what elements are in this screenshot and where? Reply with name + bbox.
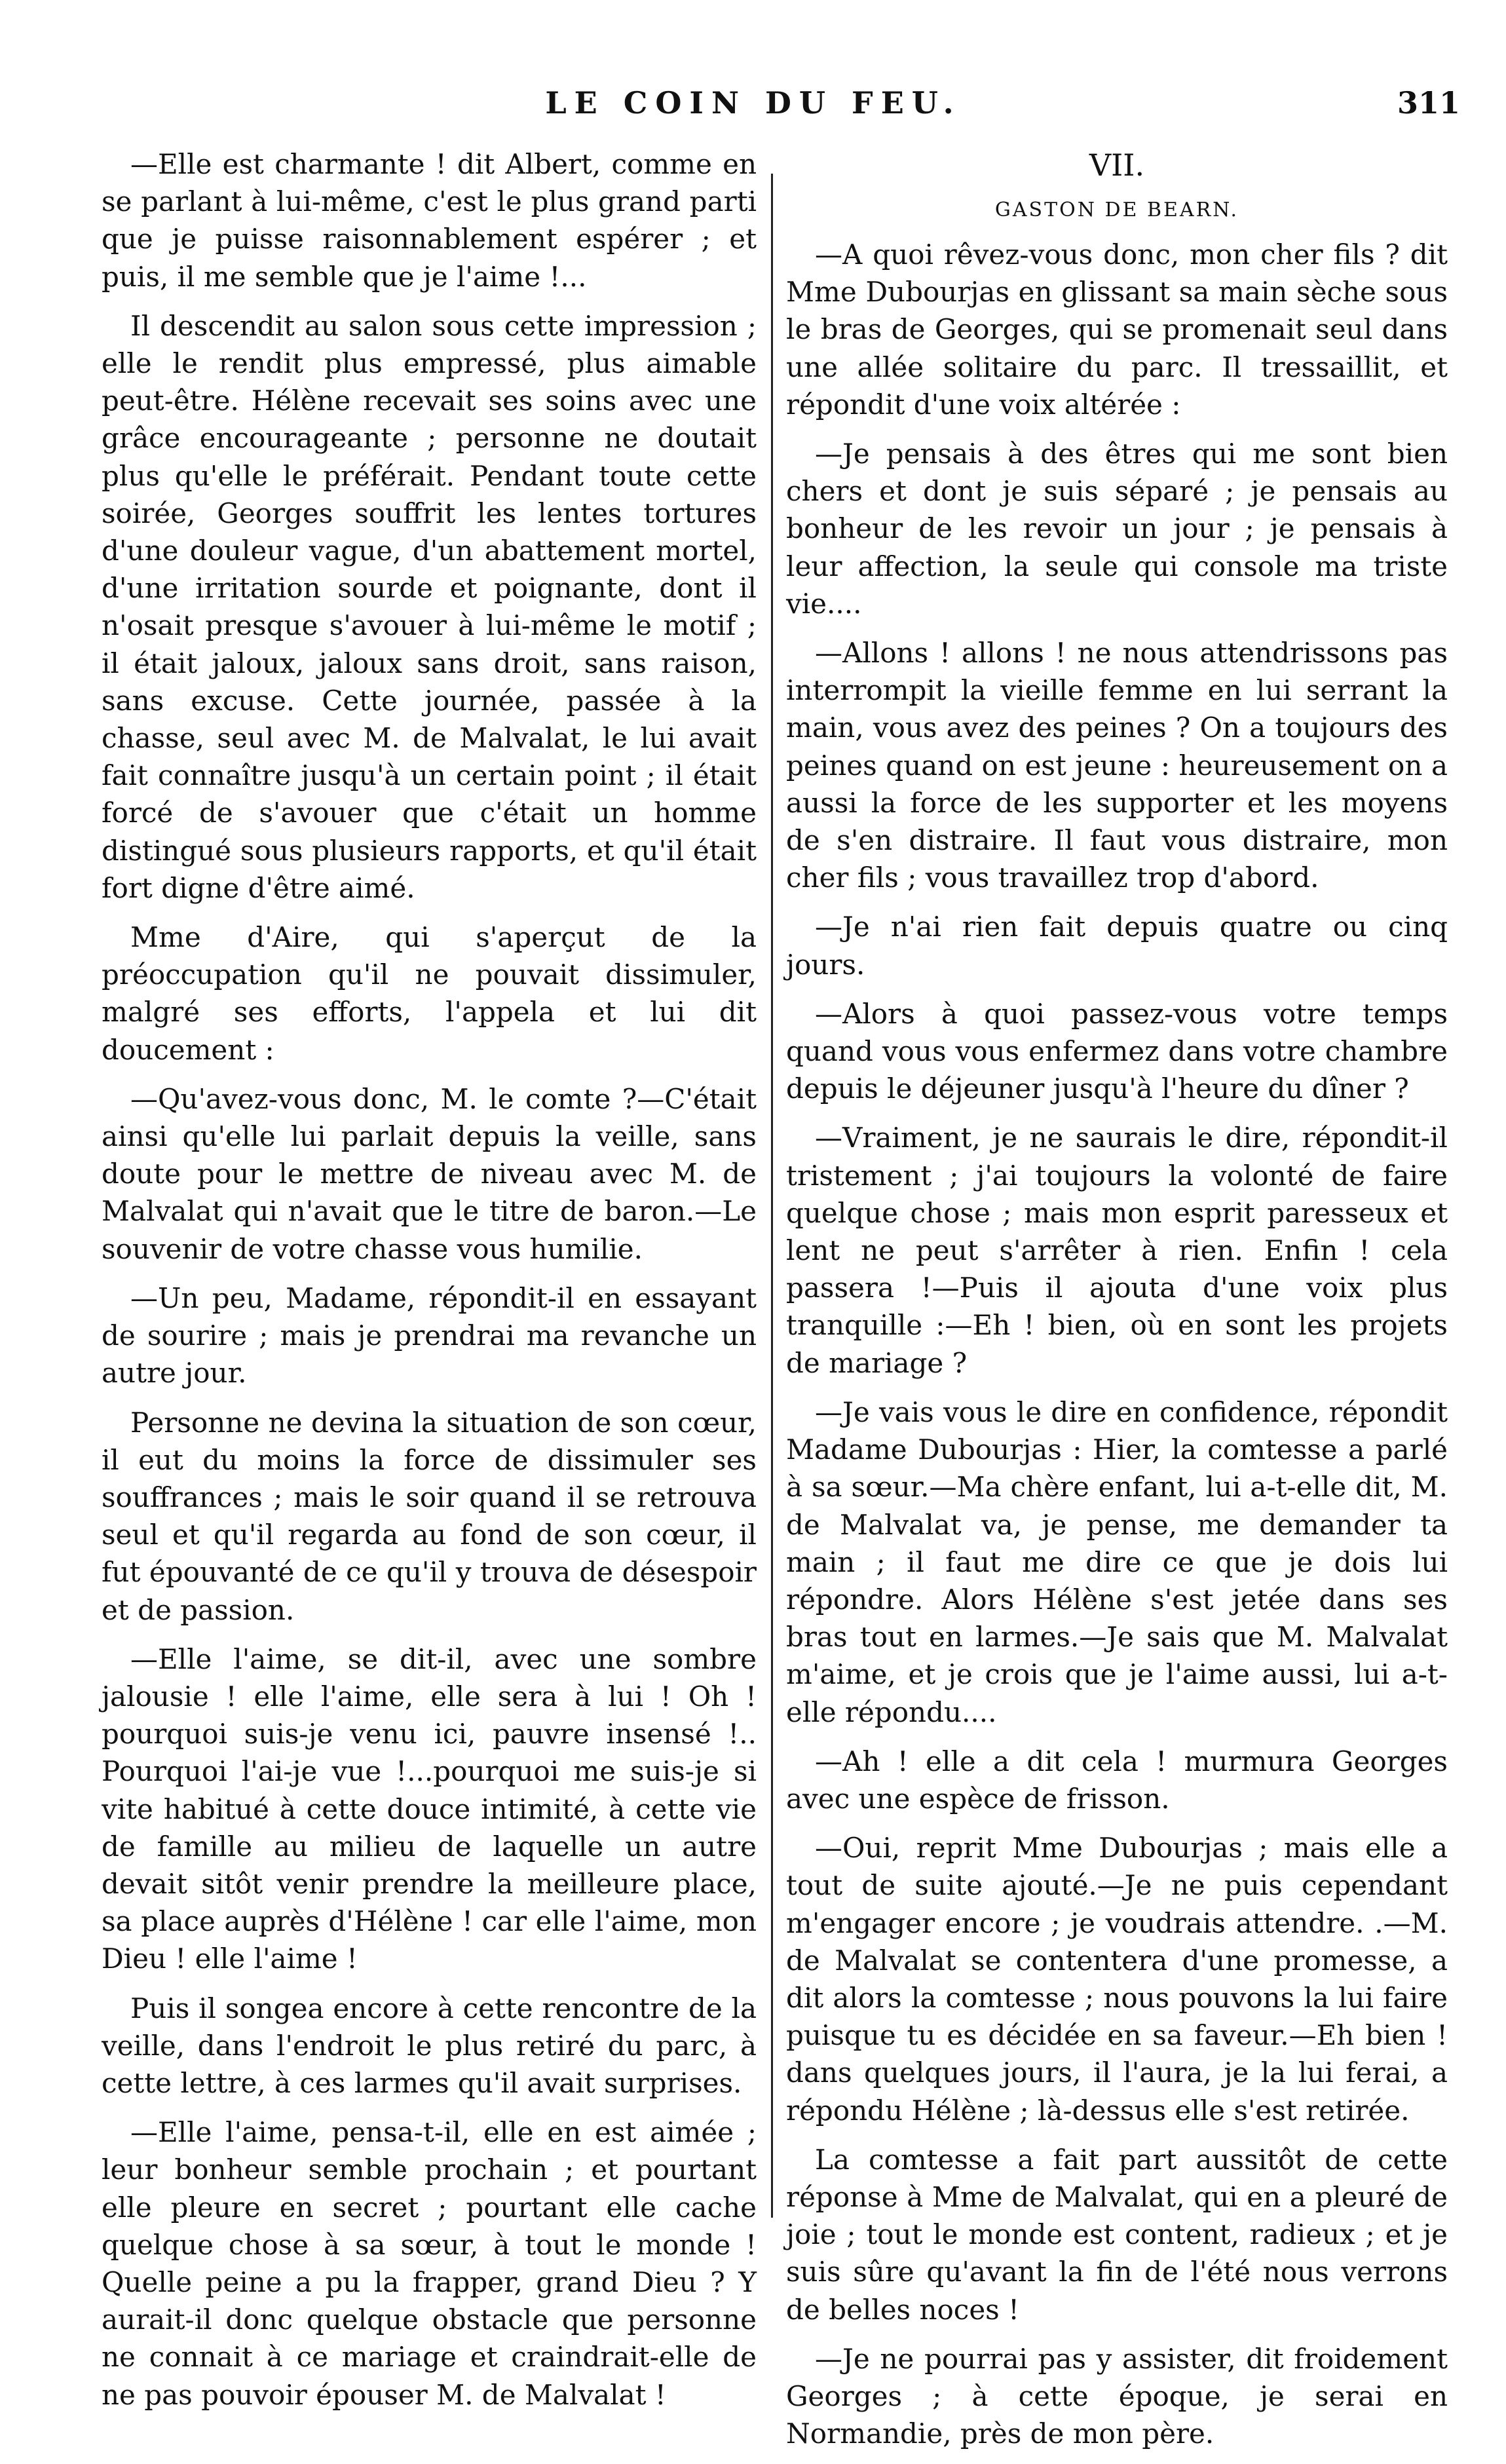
paragraph: —Je ne pourrai pas y assister, dit froidement Georges ; à cette époque, je serai en Normandie, près de mon père.: [786, 2342, 1448, 2450]
paragraph: Il descendit au salon sous cette impression ; elle le rendit plus empressé, plus aimable peut-être. Hélène recevait ses soins avec une grâce encourageante ; personne ne doutait plus qu'elle le préférait. Pendant toute cette soirée, Georges souffrit les lentes tortures d'une douleur vague, d'un abattement mortel, d'une irritation sourde et poignante, dont il n'osait presque s'avouer à lui-même le motif ; il était jaloux, jaloux sans droit, sans raison, sans excuse. Cette journée, passée à la chasse, seul avec M. de Malvalat, le lui avait fait connaître jusqu'à un certain point ; il était forcé de s'avouer que c'était un homme distingué sous plusieurs rapports, et qu'il était fort digne d'être aimé.: [102, 309, 757, 904]
paragraph: Mme d'Aire, qui s'aperçut de la préoccupation qu'il ne pouvait dissimuler, malgré ses efforts, l'appela et lui dit doucement :: [102, 921, 757, 1066]
paragraph: —Qu'avez-vous donc, M. le comte ?—C'était ainsi qu'elle lui parlait depuis la veille, sans doute pour le mettre de niveau avec M. de Malvalat qui n'avait que le titre de baron.—Le souvenir de votre chasse vous humilie.: [102, 1082, 757, 1265]
paragraph: —Elle est charmante ! dit Albert, comme en se parlant à lui-même, c'est le plus grand parti que je puisse raisonnablement espérer ; et puis, il me semble que je l'aime !...: [102, 148, 757, 293]
page-number: 311: [1397, 85, 1460, 121]
paragraph: —Alors à quoi passez-vous votre temps quand vous vous enfermez dans votre chambre depuis le déjeuner jusqu'à l'heure du dîner ?: [786, 997, 1448, 1105]
paragraph: —A quoi rêvez-vous donc, mon cher fils ? dit Mme Dubourjas en glissant sa main sèche sous le bras de Georges, qui se promenait seul dans une allée solitaire du parc. Il tressaillit, et répondit d'une voix altérée :: [786, 238, 1448, 421]
paragraph: —Elle l'aime, pensa-t-il, elle en est aimée ; leur bonheur semble prochain ; et pourtant elle pleure en secret ; pourtant elle cache quelque chose à sa sœur, à tout le monde ! Quelle peine a pu la frapper, grand Dieu ? Y aurait-il donc quelque obstacle que personne ne connait à ce mariage et craindrait-elle de ne pas pouvoir épouser M. de Malvalat !: [102, 2116, 757, 2411]
paragraph: La comtesse a fait part aussitôt de cette réponse à Mme de Malvalat, qui en a pleuré de joie ; tout le monde est content, radieux ; et je suis sûre qu'avant la fin de l'été nous verrons de belles noces !: [786, 2143, 1448, 2326]
paragraph: —Un peu, Madame, répondit-il en essayant de sourire ; mais je prendrai ma revanche un autre jour.: [102, 1281, 757, 1390]
right-column: [786, 145, 1448, 2464]
paragraph: —Je vais vous le dire en confidence, répondit Madame Dubourjas : Hier, la comtesse a parlé à sa sœur.—Ma chère enfant, lui a-t-elle dit, M. de Malvalat va, je pense, me demander ta main ; il faut me dire ce que je dois lui répondre. Alors Hélène s'est jetée dans ses bras tout en larmes.—Je sais que M. Malvalat m'aime, et je crois que je l'aime aussi, lui a-t-elle répondu....: [786, 1395, 1448, 1728]
chapter-number: VII.: [1089, 147, 1145, 183]
paragraph: —Je pensais à des êtres qui me sont bien chers et dont je suis séparé ; je pensais au bonheur de les revoir un jour ; je pensais à leur affection, la seule qui console ma triste vie....: [786, 438, 1448, 620]
paragraph: —Je n'ai rien fait depuis quatre ou cinq jours.: [786, 911, 1448, 981]
paragraph: Puis il songea encore à cette rencontre de la veille, dans l'endroit le plus retiré du parc, à cette lettre, à ces larmes qu'il avait surprises.: [102, 1992, 757, 2099]
paragraph: —Elle l'aime, se dit-il, avec une sombre jalousie ! elle l'aime, elle sera à lui ! Oh ! pourquoi suis-je venu ici, pauvre insensé !.. Pourquoi l'ai-je vue !...pourquoi me suis-je si vite habitué à cette douce intimité, à cette vie de famille au milieu de laquelle un autre devait sitôt venir prendre la meilleure place, sa place auprès d'Hélène ! car elle l'aime, mon Dieu ! elle l'aime !: [102, 1642, 757, 1975]
left-column: [102, 145, 757, 2425]
paragraph: —Oui, reprit Mme Dubourjas ; mais elle a tout de suite ajouté.—Je ne puis cependant m'engager encore ; je voudrais attendre. .—M. de Malvalat se contentera d'une promesse, a dit alors la comtesse ; nous pouvons la lui faire puisque tu es décidée en sa faveur.—Eh bien ! dans quelques jours, il l'aura, je la lui ferai, a répondu Hélène ; là-dessus elle s'est retirée.: [786, 1832, 1448, 2127]
paragraph: —Vraiment, je ne saurais le dire, répondit-il tristement ; j'ai toujours la volonté de faire quelque chose ; mais mon esprit paresseux et lent ne peut s'arrêter à rien. Enfin ! cela passera !—Puis il ajouta d'une voix plus tranquille :—Eh ! bien, où en sont les projets de mariage ?: [786, 1122, 1448, 1379]
paragraph: —Allons ! allons ! ne nous attendrissons pas interrompit la vieille femme en lui serrant la main, vous avez des peines ? On a toujours des peines quand on est jeune : heureusement on a aussi la force de les supporter et les moyens de s'en distraire. Il faut vous distraire, mon cher fils ; vous travaillez trop d'abord.: [786, 637, 1448, 894]
running-title: LE COIN DU FEU.: [545, 85, 962, 121]
column-divider: [771, 174, 773, 2218]
paragraph: Personne ne devina la situation de son cœur, il eut du moins la force de dissimuler ses souffrances ; mais le soir quand il se retrouva seul et qu'il regarda au fond de son cœur, il fut épouvanté de ce qu'il y trouva de désespoir et de passion.: [102, 1406, 757, 1626]
chapter-title: GASTON DE BEARN.: [994, 199, 1239, 221]
paragraph: —Ah ! elle a dit cela ! murmura Georges avec une espèce de frisson.: [786, 1745, 1448, 1815]
